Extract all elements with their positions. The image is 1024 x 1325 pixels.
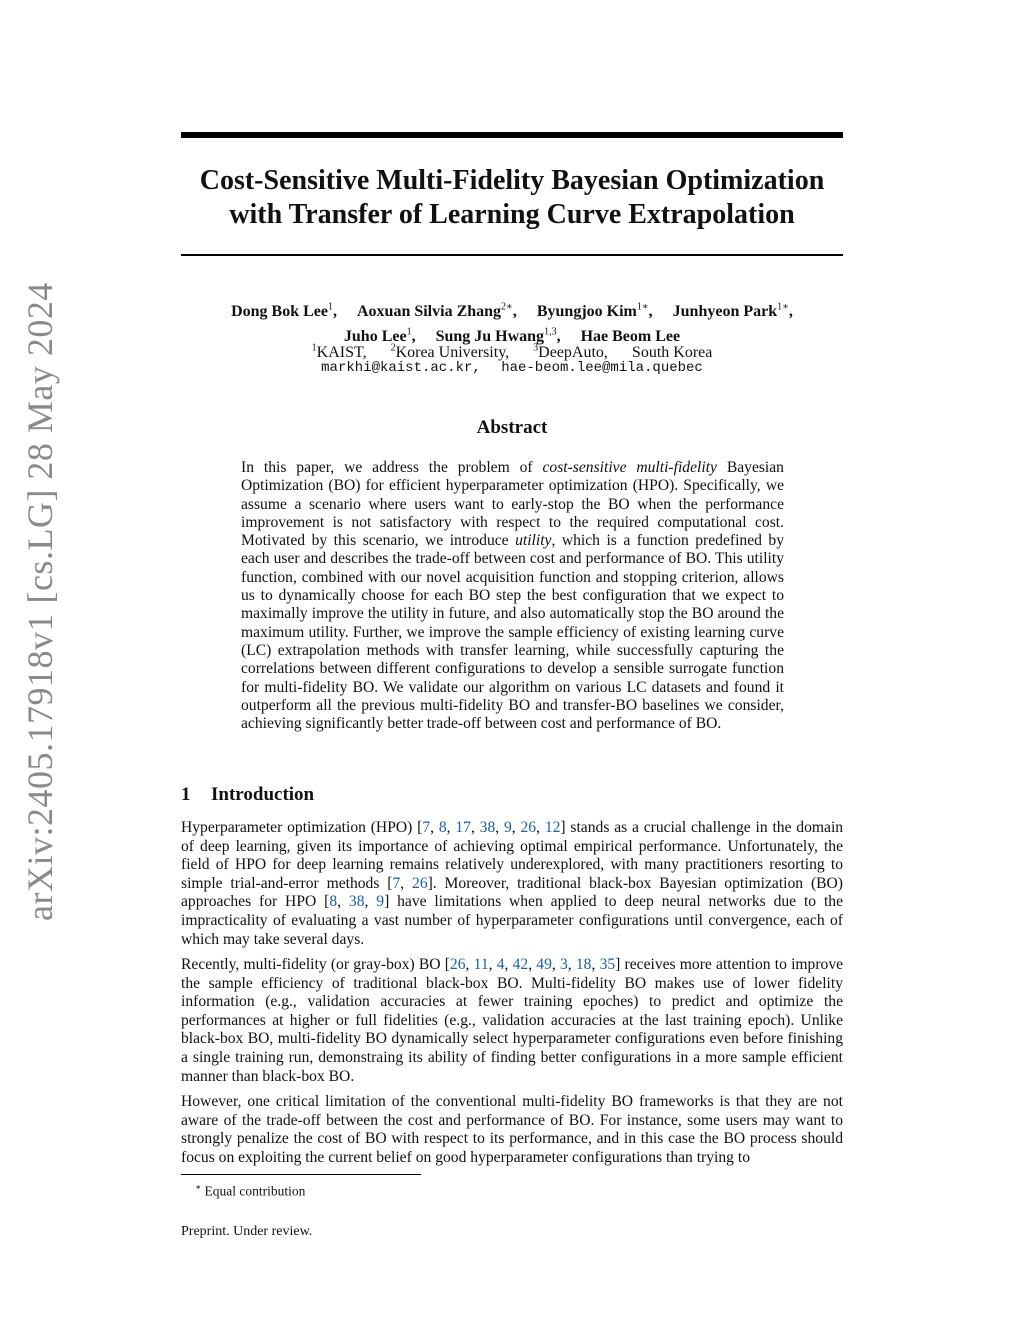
email-link[interactable]: markhi@kaist.ac.kr,	[321, 360, 481, 376]
abstract-text: In this paper, we address the problem of cost-sensitive multi-fidelity Bayesian Optimization (BO) for efficient hyperparameter optimization (HPO). Specifically, we assume a scenario where users want to early-stop the BO when the performance improvement is not satisfactory with respect to the required computational cost. Motivated by this scenario, we introduce utility, which is a function predefined by each user and describes the trade-off between cost and performance of BO. This utility function, combined with our novel acquisition function and stopping criterion, allows us to dynamically choose for each BO step the best configuration that we expect to maximally improve the utility in future, and also automatically stop the BO around the maximum utility. Further, we improve the sample efficiency of existing learning curve (LC) extrapolation methods with transfer learning, while successfully capturing the correlations between different configurations to develop a sensible surrogate function for multi-fidelity BO. We validate our algorithm on various LC datasets and found it outperform all the previous multi-fidelity BO and transfer-BO baselines we consider, achieving significantly better trade-off between cost and performance of BO.	[241, 459, 784, 733]
section-heading-introduction: 1 Introduction	[181, 784, 315, 805]
citation-link[interactable]: 9	[376, 893, 385, 911]
citation-link[interactable]: 8	[438, 819, 447, 836]
abstract-heading: Abstract	[476, 417, 548, 438]
footnote-text: Equal contribution	[204, 1183, 306, 1199]
author-emails	[181, 358, 843, 378]
citation-link[interactable]: 26	[520, 819, 537, 836]
author: Juho Lee$^1$,	[343, 326, 416, 345]
citation-link[interactable]: 38	[348, 893, 365, 911]
citation-link[interactable]: 49	[536, 956, 552, 973]
paper-title	[181, 164, 843, 232]
title-line-1: Cost-Sensitive Multi-Fidelity Bayesian Optimization	[199, 165, 825, 196]
intro-paragraph-2: Recently, multi-fidelity (or gray-box) BO [26, 11, 4, 42, 49, 3, 18, 35] receives more attention to improve the sample efficiency of traditional black-box BO. Multi-fidelity BO makes use of lower fidelity information (e.g., validation accuracies at fewer training epoches) to predict and optimize the performances at higher or full fidelities (e.g., validation accuracies at the last training epoch). Unlike black-box BO, multi-fidelity BO dynamically select hyperparameter configurations even before finishing a single training run, demonstraing its ability of finding better configurations in a more sample efficient manner than black-box BO.	[181, 956, 844, 1085]
citation-link[interactable]: 26	[449, 956, 466, 973]
citation-link[interactable]: 18	[575, 956, 592, 973]
arxiv-stamp[interactable]: arXiv:2405.17918v1 [cs.LG] 28 May 2024	[20, 282, 60, 921]
author-line-1	[181, 298, 843, 322]
footnote	[195, 1178, 305, 1201]
affiliation: $^3$DeepAuto,	[533, 343, 608, 362]
citation-link[interactable]: 17	[455, 819, 471, 836]
footnote-rule	[181, 1174, 421, 1175]
citation-link[interactable]: 7	[392, 874, 401, 892]
citation-link[interactable]: 35	[599, 956, 616, 973]
title-line-2: with Transfer of Learning Curve Extrapolation	[229, 199, 795, 230]
citation-link[interactable]: 42	[512, 956, 529, 973]
citation-link[interactable]: 9	[503, 819, 512, 836]
intro-paragraph-3: However, one critical limitation of the conventional multi-fidelity BO frameworks is that they are not aware of the trade-off between the cost and performance of BO. For instance, some users may want to strongly penalize the cost of BO with respect to its performance, and in this case the BO process should focus on exploiting the current belief on good hyperparameter configurations than trying to	[181, 1093, 843, 1166]
intro-paragraph-1: Hyperparameter optimization (HPO) [7, 8, 17, 38, 9, 26, 12] stands as a crucial challenge in the domain of deep learning, given its importance of achieving optimal empirical performance. Unfortunately, the field of HPO for deep learning remains relatively underexplored, with many practitioners resorting to simple trial-and-error methods [7, 26]. Moreover, traditional black-box Bayesian optimization (BO) approaches for HPO [8, 38, 9] have limitations when applied to deep neural networks due to the impracticality of evaluating a vast number of hyperparameter configurations until convergence, each of which may take several days.	[181, 819, 844, 948]
footnote-mark: ∗	[195, 1182, 202, 1192]
author: Dong Bok Lee$^1$,	[231, 302, 337, 321]
citation-link[interactable]: 3	[559, 956, 568, 973]
author: Byungjoo Kim$^{1∗}$,	[536, 302, 653, 321]
title-top-rule	[181, 132, 843, 138]
title-bottom-rule	[181, 254, 843, 256]
citation-link[interactable]: 8	[329, 893, 338, 911]
preprint-notice: Preprint. Under review.	[181, 1224, 313, 1239]
author: Aoxuan Silvia Zhang$^{2∗}$,	[356, 302, 517, 321]
email-link[interactable]: hae-beom.lee@mila.quebec	[501, 360, 703, 376]
author: Sung Ju Hwang$^{1,3}$,	[435, 326, 561, 345]
citation-link[interactable]: 12	[544, 819, 561, 836]
citation-link[interactable]: 4	[496, 956, 505, 973]
citation-link[interactable]: 11	[473, 956, 489, 973]
citation-link[interactable]: 7	[422, 819, 431, 836]
citation-link[interactable]: 38	[479, 819, 496, 836]
citation-link[interactable]: 26	[412, 874, 428, 892]
author: Junhyeon Park$^{1∗}$,	[672, 302, 793, 321]
affiliation: $^1$KAIST,	[311, 343, 367, 362]
author: Hae Beom Lee	[580, 327, 681, 345]
affiliation: South Korea	[631, 344, 713, 362]
affiliation: $^2$Korea University,	[390, 343, 510, 362]
